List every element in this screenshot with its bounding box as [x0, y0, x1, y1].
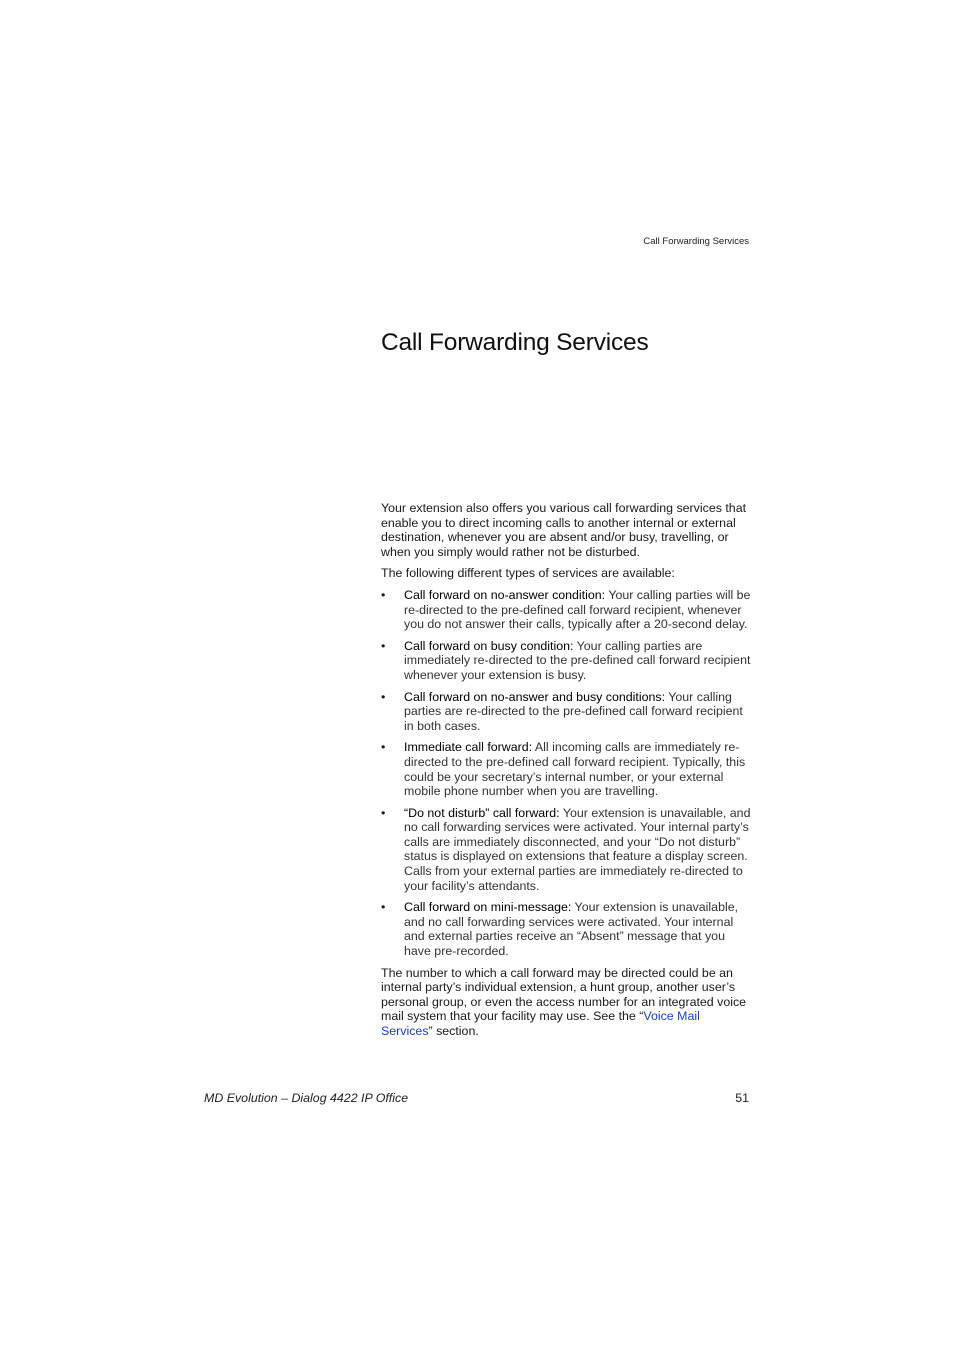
- service-description: Your calling parties will be re-directed to the pre-defined call forward recipient, whenever you do not answer their calls, typically after a 20-second delay.: [404, 587, 751, 632]
- service-term: Call forward on no-answer and busy conditions:: [404, 689, 666, 704]
- service-term: Immediate call forward:: [404, 740, 533, 755]
- service-term: Call forward on busy condition:: [404, 638, 574, 653]
- service-item: [381, 588, 751, 632]
- service-item: [381, 806, 751, 894]
- closing-text-end: ” section.: [428, 1024, 479, 1038]
- service-item: [381, 900, 751, 958]
- bullet-icon: •: [381, 900, 386, 915]
- intro-paragraph: Your extension also offers you various call forwarding services that enable you to direct incoming calls to another internal or external destination, whenever you are absent and/or busy, travelling, or when you simply would rather not be disturbed.: [381, 501, 747, 559]
- page-title: Call Forwarding Services: [381, 329, 649, 356]
- services-lead-in: The following different types of services are available:: [381, 566, 675, 581]
- closing-text: The number to which a call forward may be directed could be an internal party’s individual extension, a hunt group, another user’s personal group, or even the access number for an integrated voice mail system that your facility may use. See the “: [381, 965, 747, 1024]
- services-list: [381, 588, 751, 959]
- body-text: [381, 501, 751, 1046]
- bullet-icon: •: [381, 740, 386, 755]
- service-item: [381, 639, 751, 683]
- closing-paragraph: [381, 966, 751, 1039]
- bullet-icon: •: [381, 587, 386, 602]
- service-description: Your calling parties are re-directed to the pre-defined call forward recipient in both cases.: [404, 689, 743, 733]
- service-term: “Do not disturb” call forward:: [404, 805, 560, 820]
- footer-doc-title: MD Evolution – Dialog 4422 IP Office: [204, 1091, 409, 1105]
- bullet-icon: •: [381, 638, 386, 653]
- bullet-icon: •: [381, 689, 386, 704]
- voice-mail-services-link[interactable]: Voice Mail Services: [381, 1009, 700, 1038]
- service-term: Call forward on mini-message:: [404, 900, 572, 915]
- service-term: Call forward on no-answer condition:: [404, 587, 606, 602]
- service-item: [381, 740, 751, 798]
- service-item: [381, 690, 751, 734]
- service-description: Your calling parties are immediately re-directed to the pre-defined call forward recipient whenever your extension is busy.: [404, 638, 751, 682]
- running-header: Call Forwarding Services: [643, 236, 749, 247]
- service-description: All incoming calls are immediately re-directed to the pre-defined call forward recipient. Typically, this could be your secretary’s internal number, or your external mobile phone number when you are travelling.: [404, 740, 746, 799]
- service-description: Your extension is unavailable, and no call forwarding services were activated. Your internal and external parties receive an “Absent” message that you have pre-recorded.: [404, 900, 739, 959]
- bullet-icon: •: [381, 805, 386, 820]
- page-number: 51: [735, 1091, 749, 1105]
- service-description: Your extension is unavailable, and no call forwarding services were activated. Your internal party’s calls are immediately disconnected, and your “Do not disturb” status is displayed on extensions that feature a display screen. Calls from your external parties are immediately re-directed to your facility’s attendants.: [404, 805, 751, 893]
